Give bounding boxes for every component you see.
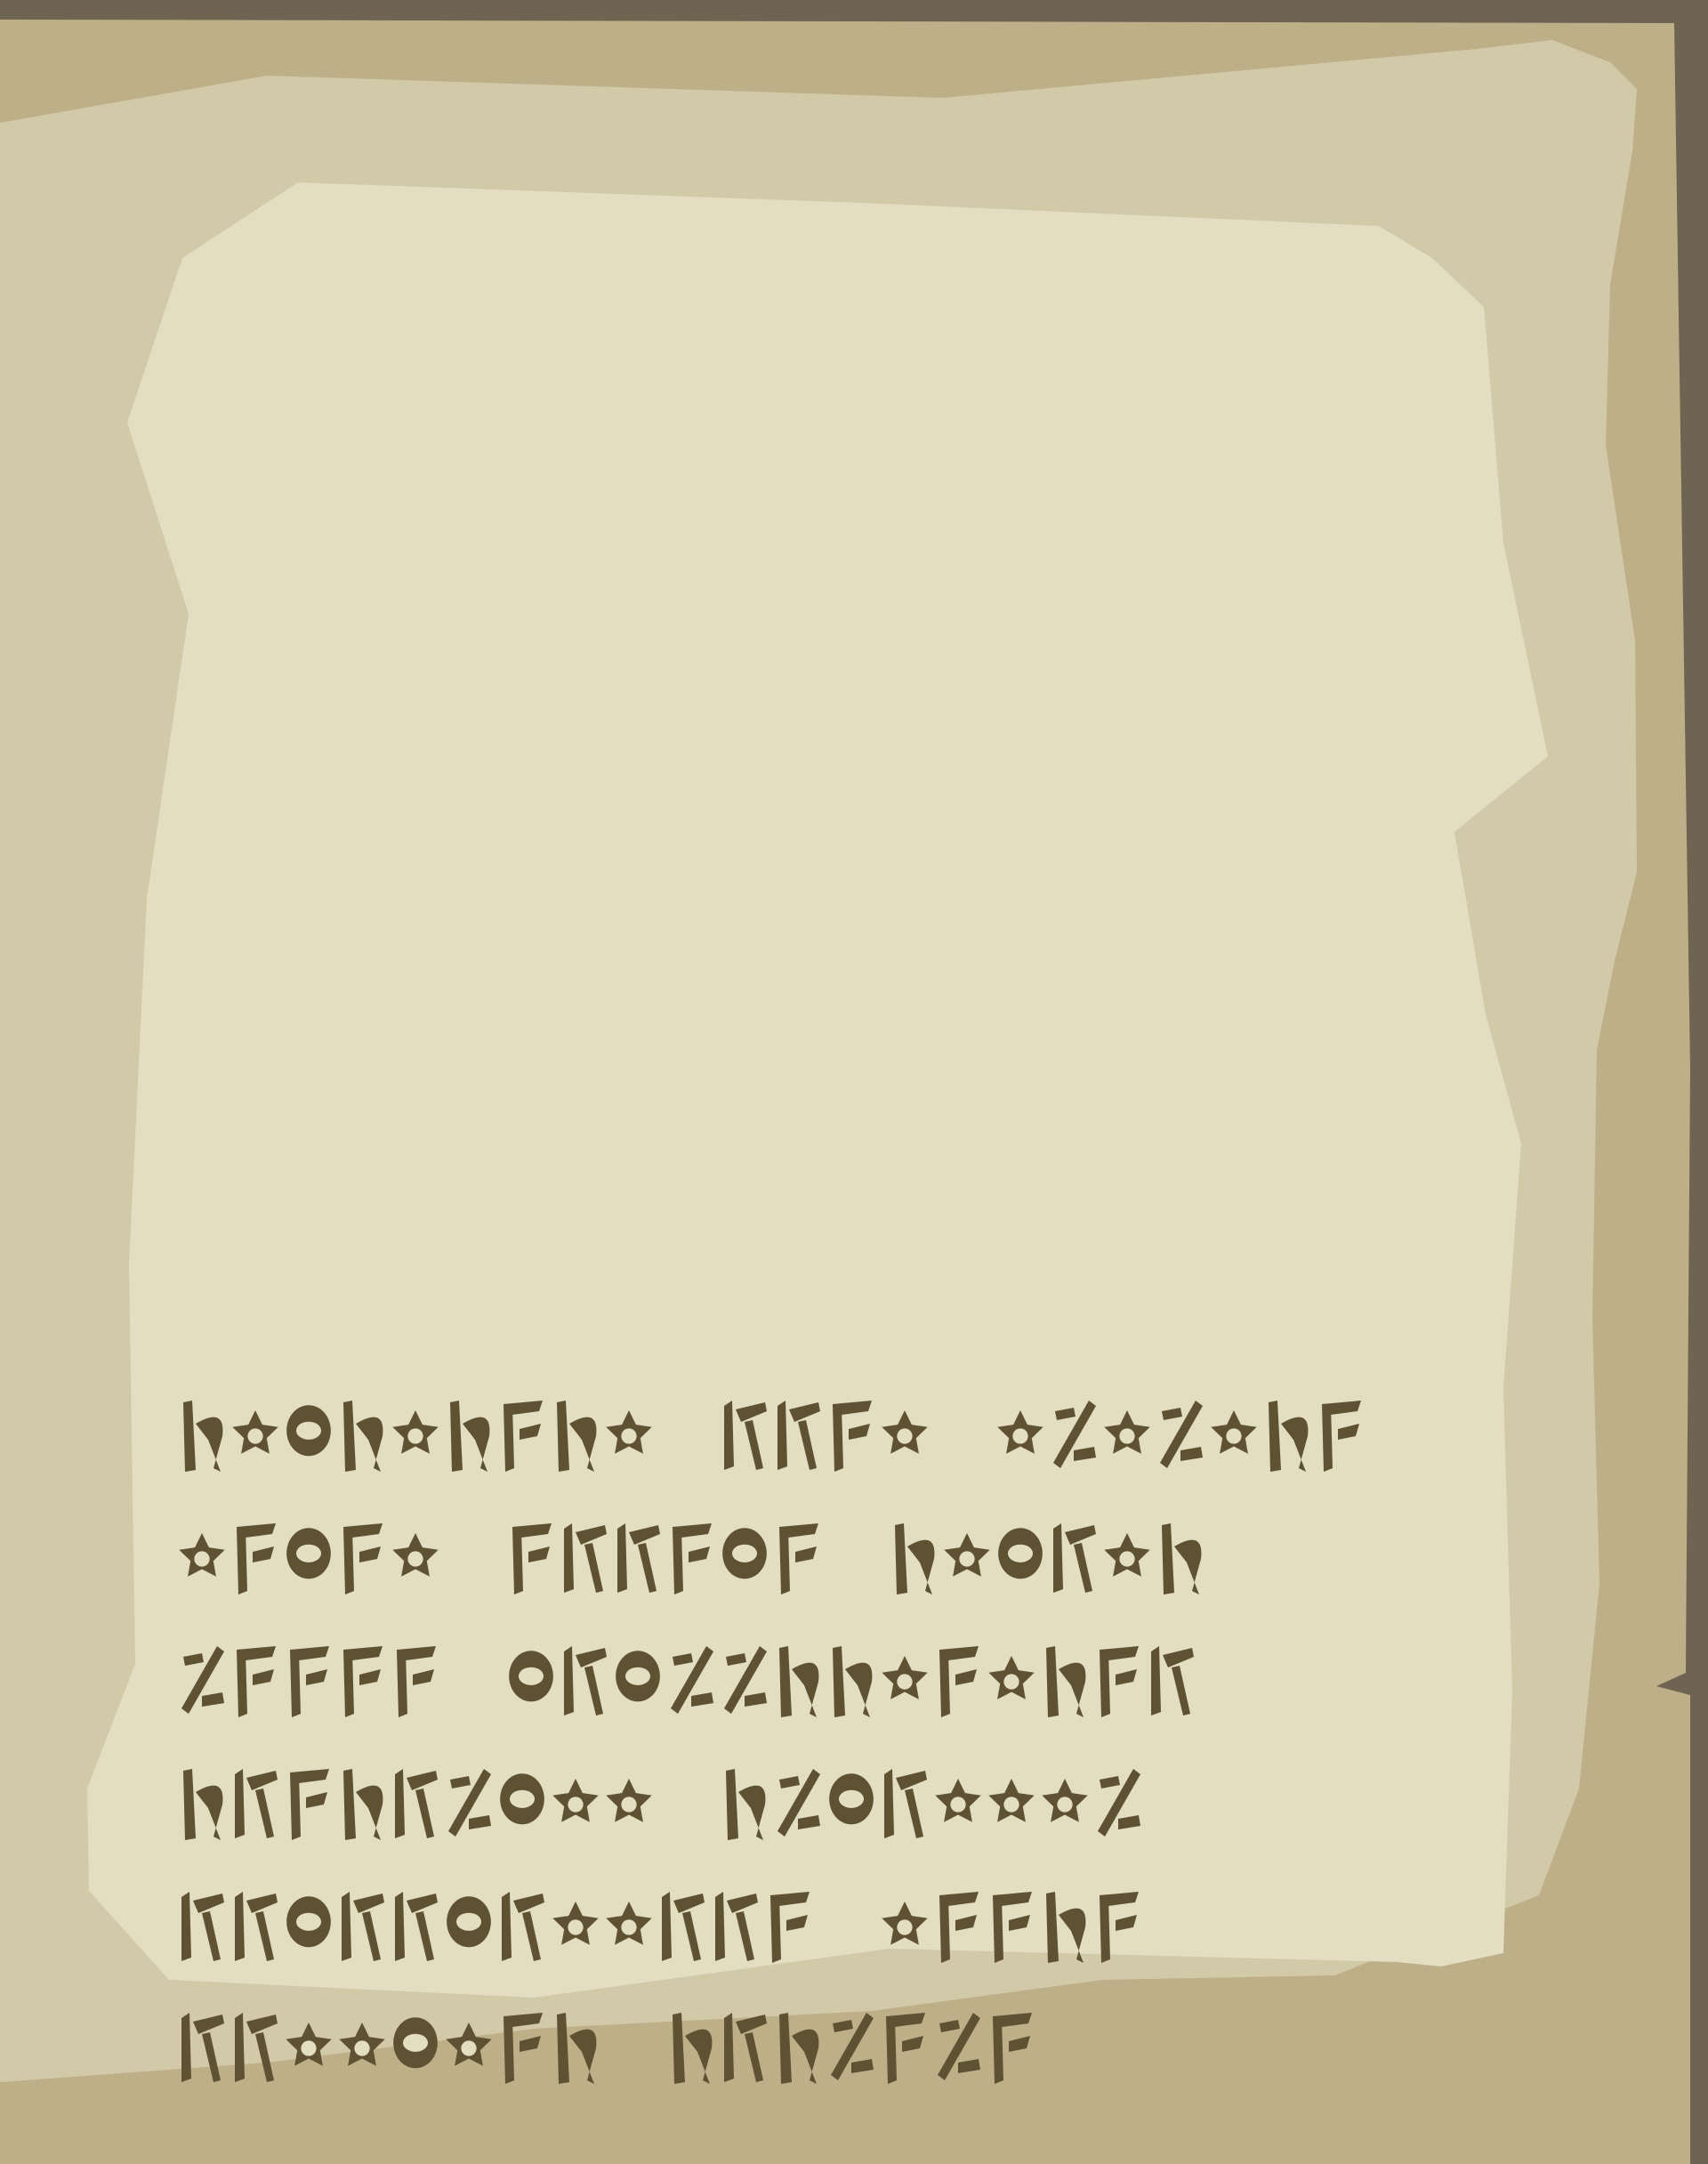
inscription-glyph bbox=[557, 1401, 596, 1472]
inscription-glyph bbox=[392, 1533, 438, 1577]
inscription-glyph bbox=[564, 1646, 607, 1716]
inscription-glyph bbox=[886, 2013, 925, 2084]
inscription-glyph bbox=[895, 1523, 934, 1595]
inscription-glyph bbox=[237, 1523, 276, 1595]
inscription-glyph bbox=[673, 2013, 712, 2084]
inscription-glyph bbox=[450, 1401, 489, 1472]
inscription-glyph bbox=[1269, 1401, 1308, 1472]
inscription-glyph bbox=[770, 1892, 810, 1963]
inscription-glyph bbox=[939, 1646, 979, 1717]
inscription-glyph bbox=[671, 1646, 713, 1714]
inscription-glyph bbox=[997, 1410, 1043, 1454]
inscription-glyph bbox=[606, 1902, 651, 1945]
inscription-glyph bbox=[504, 2013, 543, 2084]
inscription-glyph bbox=[557, 2013, 596, 2084]
inscription-glyph bbox=[715, 1892, 758, 1961]
inscription-glyph bbox=[1042, 1779, 1087, 1822]
inscription-glyph bbox=[552, 1902, 598, 1945]
inscription-glyph bbox=[938, 2013, 980, 2080]
inscription-glyph bbox=[882, 1410, 927, 1454]
inscription-glyph bbox=[290, 1769, 329, 1840]
inscription-word bbox=[724, 1401, 928, 1472]
inscription-glyph bbox=[993, 1892, 1032, 1963]
inscription-glyph bbox=[1098, 1769, 1140, 1837]
inscription-glyph bbox=[1046, 1646, 1085, 1717]
inscription-line bbox=[181, 1892, 1139, 1963]
inscription-glyph bbox=[235, 1769, 278, 1838]
inscription-glyph bbox=[673, 1523, 712, 1595]
inscription-glyph bbox=[724, 2013, 767, 2082]
inscription-glyph bbox=[724, 1401, 767, 1470]
inscription-glyph bbox=[446, 2023, 491, 2066]
inscription-word bbox=[181, 1646, 436, 1717]
inscription-glyph bbox=[448, 1769, 491, 1837]
inscription-word bbox=[183, 1401, 652, 1472]
inscription-word bbox=[895, 1523, 1201, 1595]
inscription-glyph bbox=[1046, 1892, 1085, 1963]
inscription-glyph bbox=[1100, 1646, 1139, 1717]
inscription-glyph bbox=[509, 1651, 553, 1701]
inscription-glyph bbox=[617, 1523, 660, 1593]
inscription-glyph bbox=[935, 1779, 980, 1822]
inscription-glyph bbox=[237, 1646, 276, 1717]
inscription-glyph bbox=[988, 1779, 1034, 1822]
inscription-glyph bbox=[183, 1769, 222, 1840]
inscription-glyph bbox=[884, 1769, 927, 1838]
inscription-glyph bbox=[998, 1528, 1043, 1579]
inscription-glyph bbox=[392, 1410, 438, 1454]
inscription-glyph bbox=[1211, 1410, 1256, 1454]
inscription-glyph bbox=[504, 1401, 543, 1472]
inscription-glyph bbox=[726, 1769, 765, 1840]
inscription-glyph bbox=[779, 1523, 818, 1595]
inscription-glyph bbox=[1100, 1892, 1139, 1963]
inscription-word bbox=[512, 1523, 818, 1595]
inscription-glyph bbox=[779, 1646, 818, 1717]
inscription-glyph bbox=[988, 1656, 1034, 1700]
inscription-glyph bbox=[500, 1773, 544, 1824]
inscription-glyph bbox=[395, 1769, 438, 1838]
inscription-glyph bbox=[181, 1892, 224, 1961]
inscription-line bbox=[183, 1401, 1361, 1472]
inscription-glyph bbox=[1104, 1533, 1149, 1577]
inscription-line bbox=[181, 1646, 1194, 1717]
inscription-glyph bbox=[1104, 1410, 1149, 1454]
inscription-glyph bbox=[616, 1651, 660, 1701]
inscription-glyph bbox=[339, 2023, 384, 2066]
inscription-glyph bbox=[1053, 1401, 1096, 1468]
inscription-glyph bbox=[1162, 1523, 1201, 1595]
inscription-glyph bbox=[939, 1892, 979, 1963]
inscription-glyph bbox=[1053, 1523, 1096, 1593]
inscription-glyph bbox=[724, 1646, 767, 1714]
inscription-glyph bbox=[993, 2013, 1032, 2084]
inscription-line bbox=[179, 1523, 1201, 1595]
inscription-glyph bbox=[662, 1892, 705, 1961]
inscription-word bbox=[179, 1523, 438, 1595]
inscription-glyph bbox=[286, 1405, 331, 1456]
inscription-glyph bbox=[183, 1401, 222, 1472]
inscription-glyph bbox=[232, 1410, 278, 1454]
inscription-glyph bbox=[606, 1410, 651, 1454]
inscription-glyph bbox=[1322, 1401, 1361, 1472]
inscription-glyph bbox=[722, 1528, 767, 1579]
inscription-word bbox=[509, 1646, 1194, 1717]
inscription-glyph bbox=[777, 1401, 820, 1470]
inscription-glyph bbox=[290, 1646, 329, 1717]
inscription-word bbox=[726, 1769, 1140, 1840]
inscription-glyph bbox=[447, 1896, 491, 1947]
inscription-glyph bbox=[343, 1769, 383, 1840]
inscription-glyph bbox=[829, 1773, 874, 1824]
inscription-glyph bbox=[606, 1779, 651, 1822]
inscription-word bbox=[673, 2013, 1032, 2084]
inscription-line bbox=[183, 1769, 1140, 1840]
inscription-glyph bbox=[397, 1646, 436, 1717]
inscription-word bbox=[882, 1892, 1139, 1963]
inscription-glyph bbox=[833, 1646, 872, 1717]
inscription-glyph bbox=[831, 2013, 874, 2080]
inscription-glyph bbox=[1160, 1401, 1203, 1468]
inscription-glyph bbox=[882, 1656, 927, 1700]
inscription-word bbox=[181, 1892, 810, 1963]
inscription-glyph bbox=[944, 1533, 989, 1577]
inscription-glyph bbox=[393, 2017, 438, 2068]
inscription-glyph bbox=[286, 2023, 331, 2066]
inscription-glyph bbox=[882, 1902, 927, 1945]
inscription-glyph bbox=[502, 1892, 544, 1961]
inscription-word bbox=[181, 2013, 596, 2084]
inscription-glyph bbox=[1151, 1646, 1194, 1716]
inscription-glyph bbox=[342, 1892, 384, 1961]
inscription-glyph bbox=[833, 1401, 872, 1472]
inscription-glyph bbox=[235, 1892, 278, 1961]
inscription-glyph bbox=[286, 1896, 331, 1947]
inscription-glyph bbox=[552, 1779, 598, 1822]
inscription-glyph bbox=[343, 1401, 383, 1472]
inscription-glyph bbox=[235, 2013, 278, 2082]
inscription-glyph bbox=[343, 1523, 383, 1595]
inscription-word bbox=[997, 1401, 1361, 1472]
inscription-glyph bbox=[777, 1769, 820, 1837]
inscription-glyph bbox=[181, 1646, 224, 1714]
inscription-glyph bbox=[779, 2013, 818, 2084]
inscription-glyph bbox=[564, 1523, 607, 1593]
inscription-glyph bbox=[512, 1523, 552, 1595]
inscription-glyph bbox=[343, 1646, 383, 1717]
inscription-glyph bbox=[395, 1892, 438, 1961]
inscription-word bbox=[183, 1769, 652, 1840]
inscription-glyph bbox=[181, 2013, 224, 2082]
inscription-glyph bbox=[179, 1533, 224, 1577]
inscription-glyph bbox=[286, 1528, 331, 1579]
inscription-line bbox=[181, 2013, 1032, 2084]
